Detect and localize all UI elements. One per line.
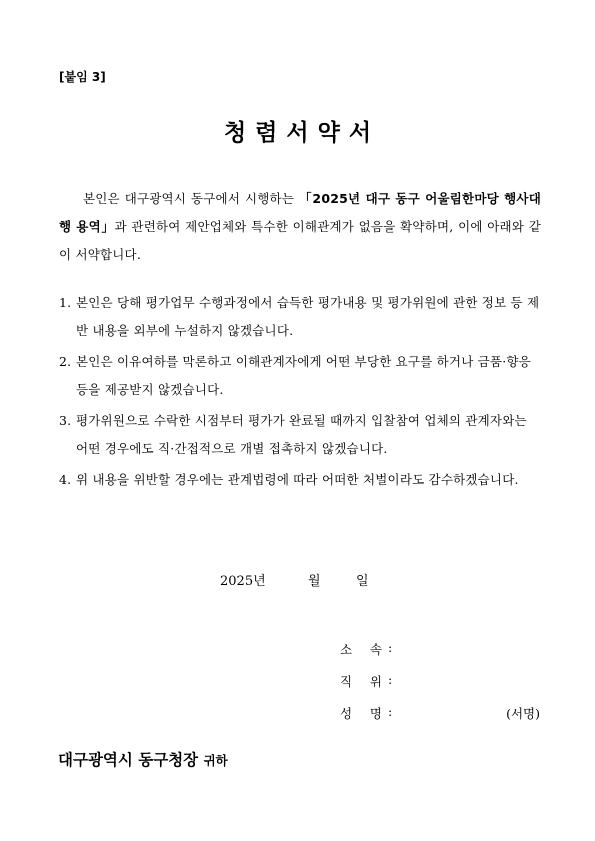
pledge-item-text: 위 내용을 위반할 경우에는 관계법령에 따라 어떠한 처벌이라도 감수하겠습니다. [76, 472, 519, 487]
pledge-item [59, 466, 543, 494]
pledge-item [59, 407, 543, 463]
pledge-item [59, 348, 543, 404]
pledge-list [59, 289, 543, 497]
project-name: 「2025년 대구 동구 어울림한마당 행사대행 용역」 [59, 191, 541, 234]
pledge-item-text: 평가위원으로 수락한 시점부터 평가가 완료될 때까지 입찰참여 업체의 관계자와는 어떤 경우에도 직·간접적으로 개별 접촉하지 않겠습니다. [76, 413, 527, 456]
pledge-item-text: 본인은 당해 평가업무 수행과정에서 습득한 평가내용 및 평가위원에 관한 정보 등 제반 내용을 외부에 누설하지 않겠습니다. [76, 295, 540, 338]
pledge-item-number: 2. [59, 354, 72, 369]
signature-seal-label: (서명) [506, 706, 540, 721]
recipient-suffix: 귀하 [203, 753, 228, 768]
signature-block [340, 640, 540, 736]
position-label: 직 위 [340, 674, 382, 689]
position-colon: : [388, 672, 393, 687]
attachment-label: [붙임 3] [59, 70, 106, 84]
affiliation-colon: : [388, 640, 393, 655]
position-row [340, 672, 540, 704]
date-year: 2025년 [220, 574, 266, 589]
name-colon: : [388, 704, 393, 719]
document-title: 청렴서약서 [223, 120, 381, 146]
affiliation-row [340, 640, 540, 672]
pledge-item-number: 4. [59, 472, 72, 487]
name-label: 성 명 [340, 706, 382, 721]
intro-paragraph [59, 185, 541, 269]
recipient-name: 대구광역시 동구청장 [58, 751, 199, 769]
pledge-item-text: 본인은 이유여하를 막론하고 이해관계자에게 어떤 부당한 요구를 하거나 금품·향응 등을 제공받지 않겠습니다. [76, 354, 531, 397]
date-month: 월 [308, 574, 321, 589]
pledge-item-number: 1. [59, 295, 72, 310]
intro-text-1: 본인은 대구광역시 동구에서 시행하는 [83, 191, 299, 206]
affiliation-label: 소 속 [340, 642, 382, 657]
recipient-line [58, 748, 228, 770]
intro-text-2: 과 관련하여 제안업체와 특수한 이해관계가 없음을 확약하며, 이에 아래와 같이 서약합니다. [59, 219, 542, 262]
pledge-item [59, 289, 543, 345]
name-row [340, 704, 540, 736]
pledge-item-number: 3. [59, 413, 72, 428]
date-day: 일 [356, 574, 369, 589]
